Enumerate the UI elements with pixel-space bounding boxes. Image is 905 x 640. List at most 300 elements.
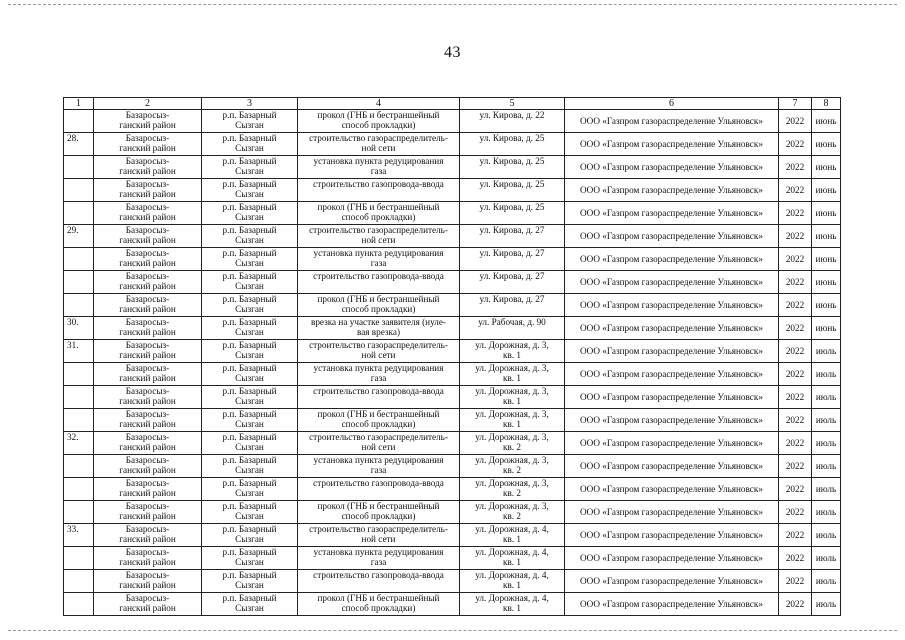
work-type-cell bbox=[298, 363, 460, 386]
settlement-cell-line: Сызган bbox=[235, 488, 264, 498]
address-cell bbox=[460, 317, 565, 340]
column-header: 4 bbox=[298, 98, 460, 110]
district-cell-line: Базаросыз- bbox=[125, 271, 170, 281]
work-type-cell bbox=[298, 501, 460, 524]
organization-cell: ООО «Газпром газораспределение Ульяновск» bbox=[565, 248, 779, 271]
district-cell-line: Базаросыз- bbox=[125, 248, 170, 258]
work-type-cell bbox=[298, 317, 460, 340]
table-row bbox=[64, 478, 841, 501]
address-cell bbox=[460, 524, 565, 547]
table-row bbox=[64, 570, 841, 593]
address-cell-line: ул. Дорожная, д. 3, bbox=[475, 340, 549, 350]
work-type-cell-line: газа bbox=[370, 557, 387, 567]
work-type-cell-line: строительство газопровода-ввода bbox=[313, 386, 444, 396]
month-cell: июнь bbox=[812, 156, 841, 179]
organization-cell: ООО «Газпром газораспределение Ульяновск» bbox=[565, 455, 779, 478]
row-number: 30. bbox=[64, 317, 94, 340]
settlement-cell-line: Сызган bbox=[235, 419, 264, 429]
address-cell-line: ул. Кирова, д. 22 bbox=[479, 110, 545, 120]
work-type-cell bbox=[298, 133, 460, 156]
district-cell-line: Базаросыз- bbox=[125, 501, 170, 511]
address-cell-line: ул. Кирова, д. 27 bbox=[479, 271, 545, 281]
district-cell-line: ганский район bbox=[119, 511, 176, 521]
settlement-cell bbox=[202, 317, 298, 340]
month-cell: июль bbox=[812, 432, 841, 455]
address-cell bbox=[460, 386, 565, 409]
address-cell-line: ул. Дорожная, д. 3, bbox=[475, 363, 549, 373]
year-cell: 2022 bbox=[779, 248, 812, 271]
address-cell-line: ул. Кирова, д. 27 bbox=[479, 294, 545, 304]
address-cell-line: кв. 2 bbox=[503, 488, 521, 498]
district-cell bbox=[94, 317, 202, 340]
address-cell-line: ул. Кирова, д. 25 bbox=[479, 179, 545, 189]
row-number bbox=[64, 570, 94, 593]
address-cell-line: ул. Дорожная, д. 3, bbox=[475, 409, 549, 419]
table-row bbox=[64, 110, 841, 133]
settlement-cell-line: Сызган bbox=[235, 304, 264, 314]
district-cell bbox=[94, 156, 202, 179]
work-type-cell-line: строительство газопровода-ввода bbox=[313, 179, 444, 189]
district-cell-line: ганский район bbox=[119, 557, 176, 567]
organization-cell: ООО «Газпром газораспределение Ульяновск» bbox=[565, 386, 779, 409]
district-cell-line: ганский район bbox=[119, 212, 176, 222]
district-cell-line: ганский район bbox=[119, 304, 176, 314]
settlement-cell-line: р.п. Базарный bbox=[222, 409, 277, 419]
settlement-cell-line: р.п. Базарный bbox=[222, 156, 277, 166]
settlement-cell-line: р.п. Базарный bbox=[222, 478, 277, 488]
district-cell bbox=[94, 225, 202, 248]
work-type-cell-line: установка пункта редуцирования bbox=[313, 156, 444, 166]
table-row bbox=[64, 317, 841, 340]
work-type-cell-line: прокол (ГНБ и бестраншейный bbox=[317, 202, 440, 212]
work-type-cell bbox=[298, 547, 460, 570]
address-cell-line: ул. Кирова, д. 25 bbox=[479, 133, 545, 143]
year-cell: 2022 bbox=[779, 455, 812, 478]
settlement-cell-line: Сызган bbox=[235, 373, 264, 383]
district-cell-line: ганский район bbox=[119, 120, 176, 130]
address-cell bbox=[460, 340, 565, 363]
settlement-cell bbox=[202, 570, 298, 593]
address-cell-line: ул. Кирова, д. 25 bbox=[479, 202, 545, 212]
settlement-cell-line: Сызган bbox=[235, 189, 264, 199]
district-cell bbox=[94, 133, 202, 156]
work-type-cell-line: способ прокладки) bbox=[341, 603, 416, 613]
address-cell-line: ул. Дорожная, д. 4, bbox=[475, 524, 549, 534]
work-type-cell bbox=[298, 294, 460, 317]
work-type-cell bbox=[298, 248, 460, 271]
scan-edge-top bbox=[8, 4, 897, 5]
settlement-cell bbox=[202, 340, 298, 363]
settlement-cell-line: р.п. Базарный bbox=[222, 432, 277, 442]
work-type-cell-line: строительство газопровода-ввода bbox=[313, 478, 444, 488]
district-cell bbox=[94, 524, 202, 547]
district-cell bbox=[94, 570, 202, 593]
district-cell bbox=[94, 432, 202, 455]
table-row bbox=[64, 409, 841, 432]
row-number bbox=[64, 179, 94, 202]
row-number bbox=[64, 156, 94, 179]
organization-cell: ООО «Газпром газораспределение Ульяновск» bbox=[565, 432, 779, 455]
settlement-cell bbox=[202, 478, 298, 501]
work-type-cell-line: ной сети bbox=[361, 534, 396, 544]
district-cell-line: Базаросыз- bbox=[125, 202, 170, 212]
month-cell: июль bbox=[812, 455, 841, 478]
work-type-cell-line: установка пункта редуцирования bbox=[313, 547, 444, 557]
district-cell-line: Базаросыз- bbox=[125, 478, 170, 488]
row-number bbox=[64, 271, 94, 294]
district-cell-line: ганский район bbox=[119, 396, 176, 406]
settlement-cell-line: р.п. Базарный bbox=[222, 501, 277, 511]
address-cell bbox=[460, 432, 565, 455]
district-cell-line: ганский район bbox=[119, 373, 176, 383]
district-cell-line: Базаросыз- bbox=[125, 133, 170, 143]
work-type-cell-line: газа bbox=[370, 465, 387, 475]
district-cell-line: ганский район bbox=[119, 488, 176, 498]
organization-cell: ООО «Газпром газораспределение Ульяновск» bbox=[565, 547, 779, 570]
settlement-cell-line: р.п. Базарный bbox=[222, 110, 277, 120]
organization-cell: ООО «Газпром газораспределение Ульяновск» bbox=[565, 501, 779, 524]
organization-cell: ООО «Газпром газораспределение Ульяновск» bbox=[565, 570, 779, 593]
year-cell: 2022 bbox=[779, 179, 812, 202]
settlement-cell bbox=[202, 501, 298, 524]
work-type-cell-line: строительство газораспределитель- bbox=[309, 524, 448, 534]
year-cell: 2022 bbox=[779, 409, 812, 432]
district-cell-line: ганский район bbox=[119, 189, 176, 199]
month-cell: июнь bbox=[812, 110, 841, 133]
work-type-cell-line: прокол (ГНБ и бестраншейный bbox=[317, 501, 440, 511]
district-cell-line: Базаросыз- bbox=[125, 524, 170, 534]
district-cell-line: Базаросыз- bbox=[125, 225, 170, 235]
year-cell: 2022 bbox=[779, 593, 812, 616]
settlement-cell-line: Сызган bbox=[235, 557, 264, 567]
work-type-cell bbox=[298, 409, 460, 432]
settlement-cell-line: р.п. Базарный bbox=[222, 271, 277, 281]
settlement-cell-line: Сызган bbox=[235, 465, 264, 475]
year-cell: 2022 bbox=[779, 317, 812, 340]
address-cell-line: ул. Дорожная, д. 4, bbox=[475, 593, 549, 603]
row-number bbox=[64, 248, 94, 271]
address-cell-line: кв. 1 bbox=[503, 373, 521, 383]
month-cell: июль bbox=[812, 340, 841, 363]
year-cell: 2022 bbox=[779, 202, 812, 225]
table-row bbox=[64, 202, 841, 225]
work-type-cell-line: способ прокладки) bbox=[341, 212, 416, 222]
month-cell: июнь bbox=[812, 317, 841, 340]
address-cell bbox=[460, 248, 565, 271]
address-cell bbox=[460, 110, 565, 133]
row-number: 29. bbox=[64, 225, 94, 248]
table-row bbox=[64, 248, 841, 271]
district-cell bbox=[94, 455, 202, 478]
address-cell bbox=[460, 570, 565, 593]
district-cell bbox=[94, 248, 202, 271]
address-cell-line: кв. 2 bbox=[503, 511, 521, 521]
address-cell bbox=[460, 501, 565, 524]
year-cell: 2022 bbox=[779, 432, 812, 455]
district-cell-line: Базаросыз- bbox=[125, 570, 170, 580]
work-type-cell bbox=[298, 202, 460, 225]
work-type-cell-line: способ прокладки) bbox=[341, 511, 416, 521]
district-cell-line: Базаросыз- bbox=[125, 317, 170, 327]
address-cell bbox=[460, 547, 565, 570]
month-cell: июль bbox=[812, 478, 841, 501]
address-cell bbox=[460, 133, 565, 156]
row-number bbox=[64, 110, 94, 133]
work-type-cell bbox=[298, 570, 460, 593]
address-cell bbox=[460, 179, 565, 202]
settlement-cell-line: Сызган bbox=[235, 603, 264, 613]
district-cell-line: Базаросыз- bbox=[125, 294, 170, 304]
settlement-cell-line: Сызган bbox=[235, 442, 264, 452]
month-cell: июнь bbox=[812, 133, 841, 156]
district-cell-line: ганский район bbox=[119, 465, 176, 475]
table-row bbox=[64, 455, 841, 478]
month-cell: июль bbox=[812, 409, 841, 432]
settlement-cell-line: р.п. Базарный bbox=[222, 179, 277, 189]
district-cell-line: ганский район bbox=[119, 603, 176, 613]
settlement-cell-line: Сызган bbox=[235, 580, 264, 590]
address-cell-line: кв. 1 bbox=[503, 396, 521, 406]
settlement-cell bbox=[202, 248, 298, 271]
settlement-cell bbox=[202, 432, 298, 455]
settlement-cell bbox=[202, 133, 298, 156]
year-cell: 2022 bbox=[779, 570, 812, 593]
district-cell-line: Базаросыз- bbox=[125, 455, 170, 465]
work-type-cell-line: строительство газораспределитель- bbox=[309, 340, 448, 350]
year-cell: 2022 bbox=[779, 225, 812, 248]
work-type-cell bbox=[298, 524, 460, 547]
settlement-cell-line: р.п. Базарный bbox=[222, 547, 277, 557]
settlement-cell bbox=[202, 294, 298, 317]
work-type-cell bbox=[298, 386, 460, 409]
address-cell-line: ул. Рабочая, д. 90 bbox=[478, 317, 546, 327]
work-type-cell-line: строительство газопровода-ввода bbox=[313, 570, 444, 580]
settlement-cell bbox=[202, 455, 298, 478]
work-type-cell-line: прокол (ГНБ и бестраншейный bbox=[317, 409, 440, 419]
settlement-cell-line: р.п. Базарный bbox=[222, 248, 277, 258]
year-cell: 2022 bbox=[779, 294, 812, 317]
month-cell: июль bbox=[812, 547, 841, 570]
row-number bbox=[64, 409, 94, 432]
work-type-cell bbox=[298, 432, 460, 455]
table-row bbox=[64, 294, 841, 317]
year-cell: 2022 bbox=[779, 478, 812, 501]
address-cell-line: кв. 1 bbox=[503, 603, 521, 613]
district-cell-line: Базаросыз- bbox=[125, 110, 170, 120]
district-cell-line: Базаросыз- bbox=[125, 409, 170, 419]
district-cell-line: Базаросыз- bbox=[125, 179, 170, 189]
address-cell bbox=[460, 156, 565, 179]
organization-cell: ООО «Газпром газораспределение Ульяновск» bbox=[565, 110, 779, 133]
row-number bbox=[64, 386, 94, 409]
month-cell: июнь bbox=[812, 202, 841, 225]
work-type-cell-line: вая врезка) bbox=[356, 327, 401, 337]
work-type-cell-line: прокол (ГНБ и бестраншейный bbox=[317, 593, 440, 603]
address-cell bbox=[460, 478, 565, 501]
column-header: 3 bbox=[202, 98, 298, 110]
month-cell: июль bbox=[812, 501, 841, 524]
column-header: 8 bbox=[812, 98, 841, 110]
settlement-cell bbox=[202, 110, 298, 133]
work-type-cell bbox=[298, 478, 460, 501]
settlement-cell-line: Сызган bbox=[235, 143, 264, 153]
row-number: 33. bbox=[64, 524, 94, 547]
settlement-cell-line: Сызган bbox=[235, 212, 264, 222]
organization-cell: ООО «Газпром газораспределение Ульяновск» bbox=[565, 317, 779, 340]
work-type-cell-line: установка пункта редуцирования bbox=[313, 248, 444, 258]
district-cell-line: ганский район bbox=[119, 143, 176, 153]
schedule-table bbox=[63, 97, 841, 616]
address-cell bbox=[460, 225, 565, 248]
row-number bbox=[64, 593, 94, 616]
month-cell: июнь bbox=[812, 294, 841, 317]
organization-cell: ООО «Газпром газораспределение Ульяновск» bbox=[565, 156, 779, 179]
month-cell: июнь bbox=[812, 225, 841, 248]
settlement-cell-line: р.п. Базарный bbox=[222, 202, 277, 212]
district-cell-line: Базаросыз- bbox=[125, 363, 170, 373]
district-cell-line: ганский район bbox=[119, 327, 176, 337]
district-cell bbox=[94, 593, 202, 616]
address-cell-line: ул. Дорожная, д. 3, bbox=[475, 432, 549, 442]
organization-cell: ООО «Газпром газораспределение Ульяновск» bbox=[565, 271, 779, 294]
table-row bbox=[64, 179, 841, 202]
district-cell bbox=[94, 409, 202, 432]
header-row bbox=[64, 98, 841, 110]
work-type-cell-line: установка пункта редуцирования bbox=[313, 363, 444, 373]
table-row bbox=[64, 432, 841, 455]
address-cell-line: ул. Кирова, д. 25 bbox=[479, 156, 545, 166]
address-cell-line: кв. 1 bbox=[503, 580, 521, 590]
year-cell: 2022 bbox=[779, 363, 812, 386]
work-type-cell-line: строительство газораспределитель- bbox=[309, 432, 448, 442]
address-cell-line: ул. Дорожная, д. 4, bbox=[475, 570, 549, 580]
address-cell-line: ул. Дорожная, д. 3, bbox=[475, 478, 549, 488]
column-header: 7 bbox=[779, 98, 812, 110]
district-cell-line: ганский район bbox=[119, 281, 176, 291]
settlement-cell-line: Сызган bbox=[235, 258, 264, 268]
year-cell: 2022 bbox=[779, 386, 812, 409]
settlement-cell-line: р.п. Базарный bbox=[222, 455, 277, 465]
district-cell-line: Базаросыз- bbox=[125, 340, 170, 350]
work-type-cell bbox=[298, 225, 460, 248]
month-cell: июнь bbox=[812, 271, 841, 294]
row-number bbox=[64, 294, 94, 317]
district-cell-line: ганский район bbox=[119, 235, 176, 245]
organization-cell: ООО «Газпром газораспределение Ульяновск» bbox=[565, 294, 779, 317]
address-cell-line: ул. Дорожная, д. 3, bbox=[475, 386, 549, 396]
work-type-cell-line: газа bbox=[370, 258, 387, 268]
work-type-cell-line: газа bbox=[370, 373, 387, 383]
settlement-cell-line: р.п. Базарный bbox=[222, 225, 277, 235]
address-cell-line: кв. 2 bbox=[503, 442, 521, 452]
work-type-cell-line: ной сети bbox=[361, 442, 396, 452]
work-type-cell-line: ной сети bbox=[361, 350, 396, 360]
work-type-cell-line: строительство газораспределитель- bbox=[309, 133, 448, 143]
month-cell: июль bbox=[812, 593, 841, 616]
district-cell bbox=[94, 202, 202, 225]
work-type-cell-line: способ прокладки) bbox=[341, 304, 416, 314]
address-cell bbox=[460, 294, 565, 317]
settlement-cell-line: Сызган bbox=[235, 534, 264, 544]
settlement-cell bbox=[202, 547, 298, 570]
settlement-cell bbox=[202, 202, 298, 225]
district-cell bbox=[94, 179, 202, 202]
work-type-cell-line: врезка на участке заявителя (нуле- bbox=[310, 317, 446, 327]
table-row bbox=[64, 271, 841, 294]
district-cell-line: ганский район bbox=[119, 534, 176, 544]
settlement-cell-line: р.п. Базарный bbox=[222, 593, 277, 603]
address-cell bbox=[460, 409, 565, 432]
settlement-cell-line: р.п. Базарный bbox=[222, 294, 277, 304]
year-cell: 2022 bbox=[779, 133, 812, 156]
table-row bbox=[64, 363, 841, 386]
year-cell: 2022 bbox=[779, 547, 812, 570]
organization-cell: ООО «Газпром газораспределение Ульяновск» bbox=[565, 524, 779, 547]
settlement-cell-line: р.п. Базарный bbox=[222, 386, 277, 396]
table-row bbox=[64, 133, 841, 156]
address-cell-line: кв. 2 bbox=[503, 465, 521, 475]
column-header: 6 bbox=[565, 98, 779, 110]
district-cell-line: Базаросыз- bbox=[125, 547, 170, 557]
settlement-cell-line: Сызган bbox=[235, 511, 264, 521]
work-type-cell-line: строительство газопровода-ввода bbox=[313, 271, 444, 281]
row-number bbox=[64, 547, 94, 570]
district-cell-line: ганский район bbox=[119, 442, 176, 452]
year-cell: 2022 bbox=[779, 271, 812, 294]
address-cell-line: ул. Дорожная, д. 4, bbox=[475, 547, 549, 557]
settlement-cell bbox=[202, 386, 298, 409]
work-type-cell bbox=[298, 340, 460, 363]
row-number bbox=[64, 363, 94, 386]
work-type-cell-line: установка пункта редуцирования bbox=[313, 455, 444, 465]
row-number bbox=[64, 478, 94, 501]
table-row bbox=[64, 593, 841, 616]
work-type-cell-line: газа bbox=[370, 166, 387, 176]
table-row bbox=[64, 225, 841, 248]
year-cell: 2022 bbox=[779, 501, 812, 524]
work-type-cell bbox=[298, 110, 460, 133]
table-row bbox=[64, 501, 841, 524]
settlement-cell-line: р.п. Базарный bbox=[222, 524, 277, 534]
column-header: 1 bbox=[64, 98, 94, 110]
address-cell-line: ул. Кирова, д. 27 bbox=[479, 248, 545, 258]
district-cell-line: ганский район bbox=[119, 166, 176, 176]
settlement-cell bbox=[202, 225, 298, 248]
organization-cell: ООО «Газпром газораспределение Ульяновск» bbox=[565, 340, 779, 363]
settlement-cell-line: Сызган bbox=[235, 396, 264, 406]
work-type-cell bbox=[298, 455, 460, 478]
district-cell-line: Базаросыз- bbox=[125, 386, 170, 396]
column-header: 2 bbox=[94, 98, 202, 110]
settlement-cell-line: р.п. Базарный bbox=[222, 570, 277, 580]
address-cell bbox=[460, 363, 565, 386]
settlement-cell-line: р.п. Базарный bbox=[222, 340, 277, 350]
settlement-cell-line: р.п. Базарный bbox=[222, 317, 277, 327]
table-row bbox=[64, 524, 841, 547]
table-body bbox=[64, 110, 841, 616]
table-row bbox=[64, 340, 841, 363]
month-cell: июль bbox=[812, 570, 841, 593]
district-cell bbox=[94, 386, 202, 409]
address-cell-line: ул. Дорожная, д. 3, bbox=[475, 455, 549, 465]
work-type-cell bbox=[298, 179, 460, 202]
organization-cell: ООО «Газпром газораспределение Ульяновск» bbox=[565, 133, 779, 156]
row-number: 28. bbox=[64, 133, 94, 156]
district-cell bbox=[94, 271, 202, 294]
month-cell: июнь bbox=[812, 179, 841, 202]
organization-cell: ООО «Газпром газораспределение Ульяновск» bbox=[565, 225, 779, 248]
work-type-cell-line: прокол (ГНБ и бестраншейный bbox=[317, 110, 440, 120]
